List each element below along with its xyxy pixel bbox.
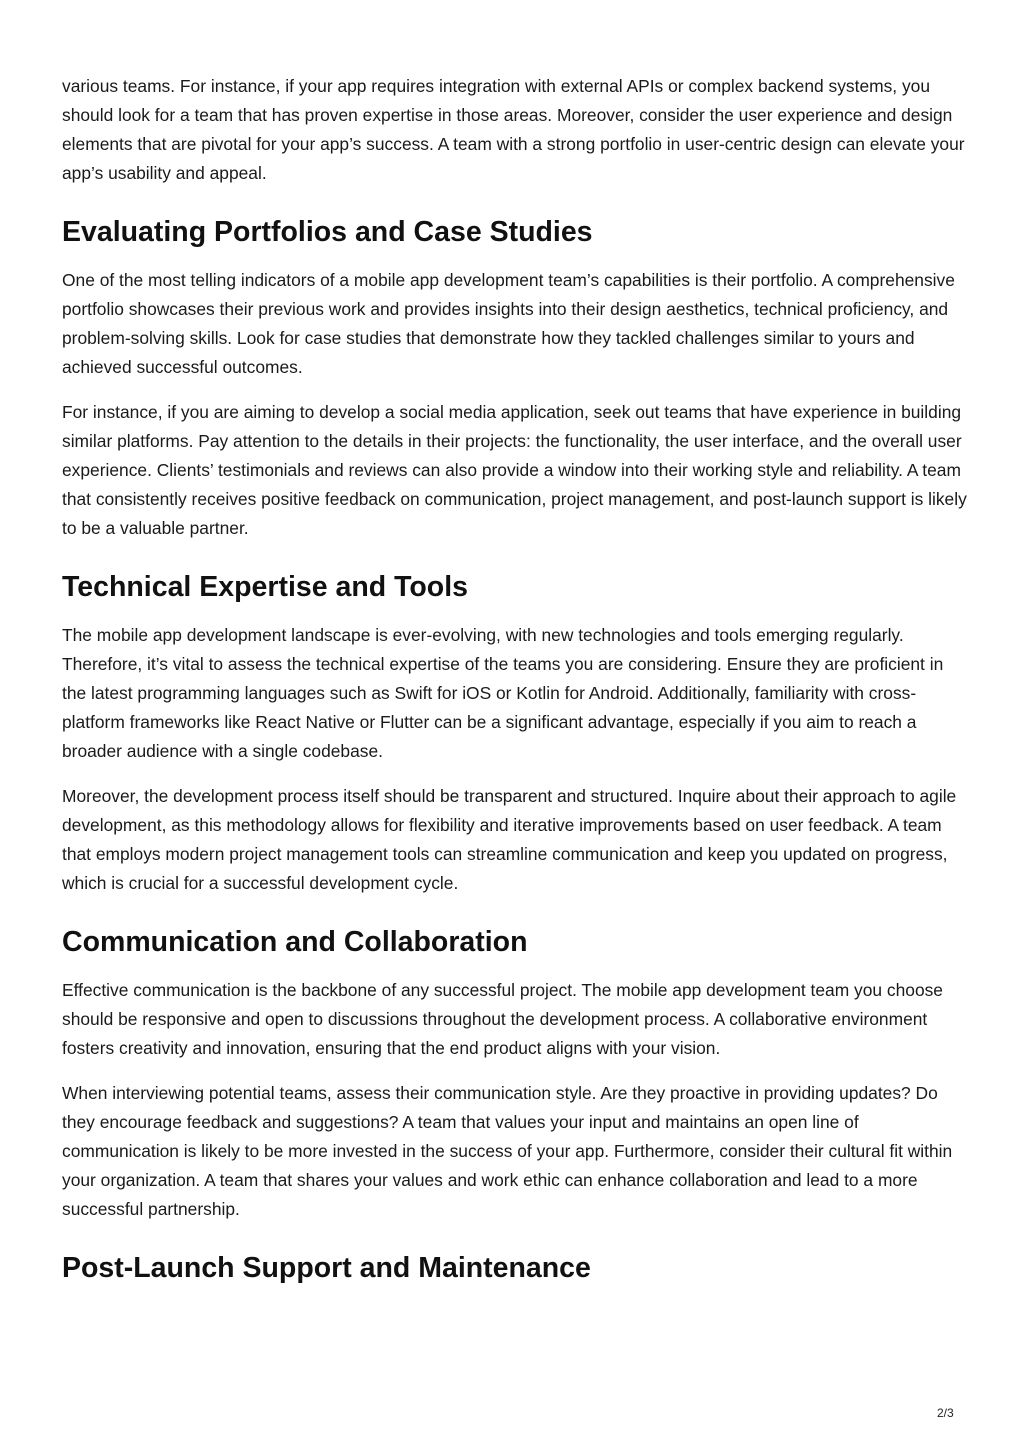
paragraph-technical-2: Moreover, the development process itself should be transparent and structured. Inquire about their approach to agile development, as this methodology allows for flexibility and iterative improvements based on user feedback. A team that employs modern project management tools can streamline communication and keep you updated on progress, which is crucial for a successful development cycle.	[62, 786, 957, 893]
section-heading-portfolios: Evaluating Portfolios and Case Studies	[62, 216, 593, 248]
paragraph-technical-1: The mobile app development landscape is ever-evolving, with new technologies and tools emerging regularly. Therefore, it’s vital to assess the technical expertise of the teams you are considering. Ensure they are proficient in the latest programming languages such as Swift for iOS or Kotlin for Android. Additionally, familiarity with cross-platform frameworks like React Native or Flutter can be a significant advantage, especially if you aim to reach a broader audience with a single codebase.	[62, 625, 944, 761]
section-heading-communication: Communication and Collaboration	[62, 926, 528, 958]
intro-paragraph: various teams. For instance, if your app requires integration with external APIs or complex backend systems, you should look for a team that has proven expertise in those areas. Moreover, consider the user experience and design elements that are pivotal for your app’s success. A team with a strong portfolio in user-centric design can elevate your app’s usability and appeal.	[62, 76, 965, 183]
section-heading-technical-expertise: Technical Expertise and Tools	[62, 571, 468, 603]
section-heading-post-launch: Post-Launch Support and Maintenance	[62, 1252, 591, 1284]
paragraph-communication-1: Effective communication is the backbone of any successful project. The mobile app development team you choose should be responsive and open to discussions throughout the development process. A collaborative environment fosters creativity and innovation, ensuring that the end product aligns with your vision.	[62, 980, 943, 1058]
document-page	[62, 72, 967, 1302]
paragraph-portfolios-2: For instance, if you are aiming to develop a social media application, seek out teams that have experience in building similar platforms. Pay attention to the details in their projects: the functionality, the user interface, and the overall user experience. Clients’ testimonials and reviews can also provide a window into their working style and reliability. A team that consistently receives positive feedback on communication, project management, and post-launch support is likely to be a valuable partner.	[62, 402, 967, 538]
paragraph-portfolios-1: One of the most telling indicators of a mobile app development team’s capabilities is their portfolio. A comprehensive portfolio showcases their previous work and provides insights into their design aesthetics, technical proficiency, and problem-solving skills. Look for case studies that demonstrate how they tackled challenges similar to yours and achieved successful outcomes.	[62, 270, 955, 377]
page-number: 2/3	[937, 1406, 954, 1420]
paragraph-communication-2: When interviewing potential teams, assess their communication style. Are they proactive in providing updates? Do they encourage feedback and suggestions? A team that values your input and maintains an open line of communication is likely to be more invested in the success of your app. Furthermore, consider their cultural fit within your organization. A team that shares your values and work ethic can enhance collaboration and lead to a more successful partnership.	[62, 1083, 953, 1219]
